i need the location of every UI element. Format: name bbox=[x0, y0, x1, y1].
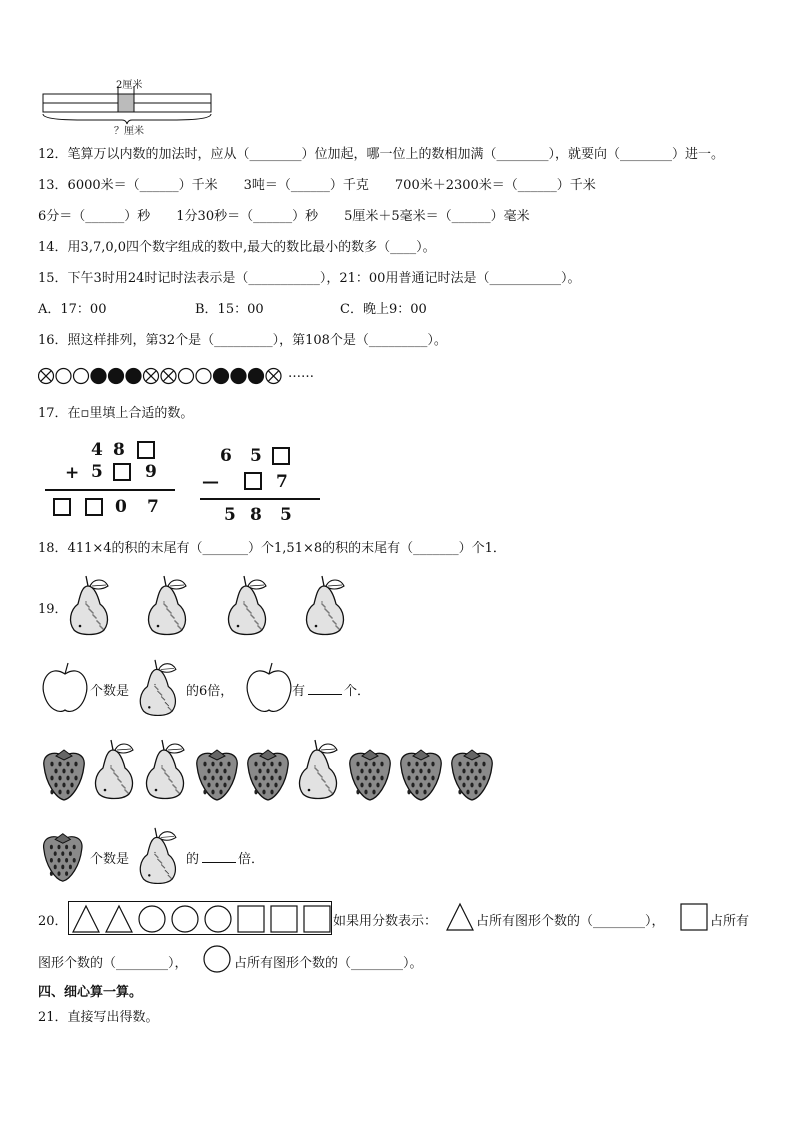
vertical-addition bbox=[45, 438, 180, 520]
shape-triangle bbox=[106, 906, 132, 932]
pear-icon bbox=[140, 828, 176, 884]
strawberry-icon bbox=[452, 750, 492, 800]
pear-icon bbox=[300, 740, 337, 799]
apple-text-1: 个数是 bbox=[90, 684, 130, 699]
bar-diagram bbox=[42, 76, 214, 136]
add-r2-d3: 9 bbox=[145, 462, 157, 482]
add-r1-d1: 4 bbox=[91, 440, 103, 460]
fruit-row-graphic bbox=[40, 738, 510, 804]
pear-icon bbox=[147, 740, 184, 799]
pear-icon bbox=[307, 576, 344, 635]
add-res-blank-box-2[interactable] bbox=[85, 498, 103, 516]
pear-icon bbox=[71, 576, 108, 635]
strawberry-answer-blank[interactable] bbox=[202, 850, 236, 863]
strawberry-icon bbox=[44, 834, 82, 882]
add-r1-d2: 8 bbox=[113, 440, 125, 460]
sequence-symbol-filled bbox=[126, 369, 141, 384]
strawberry-icon bbox=[197, 750, 237, 800]
shapes-graphic bbox=[69, 902, 333, 936]
shape-circle bbox=[205, 906, 231, 932]
apple-icon bbox=[40, 660, 90, 716]
strawberry-text-3: 倍． bbox=[238, 852, 265, 867]
add-res-d3: 0 bbox=[115, 497, 127, 517]
bar-bottom-label: ？厘米 bbox=[114, 126, 144, 137]
question-19-number: 19． bbox=[38, 602, 68, 617]
add-r2-blank-box[interactable] bbox=[113, 463, 131, 481]
sub-r1-d2: 5 bbox=[250, 446, 262, 466]
sequence-symbol-empty bbox=[56, 369, 71, 384]
q20-text-2: 占所有图形个数的（________）， bbox=[476, 914, 665, 929]
shape-square bbox=[271, 906, 297, 932]
sequence-symbol-filled bbox=[214, 369, 229, 384]
sequence-symbol-cross bbox=[266, 369, 281, 384]
fruit-row bbox=[40, 738, 510, 804]
question-12: 12．笔算万以内数的加法时，应从（________）位加起，哪一位上的数相加满（________），就要向（________）进一。 bbox=[38, 147, 725, 162]
question-13-line2: 6分＝（______）秒 1分30秒＝（______）秒 5厘米＋5毫米＝（______）毫米 bbox=[38, 209, 530, 224]
strawberry-statement bbox=[40, 826, 300, 886]
square-icon bbox=[680, 903, 708, 931]
sequence-symbol-empty bbox=[196, 369, 211, 384]
q20-text-5: 占所有图形个数的（________）。 bbox=[234, 956, 423, 971]
sub-r1-blank-box[interactable] bbox=[272, 447, 290, 465]
apple-answer-blank[interactable] bbox=[308, 682, 342, 695]
pear-icon bbox=[229, 576, 266, 635]
question-20-number: 20． bbox=[38, 914, 68, 929]
sequence-ellipsis: …… bbox=[288, 366, 314, 381]
question-15-options bbox=[38, 301, 427, 319]
add-r1-blank-box[interactable] bbox=[137, 441, 155, 459]
sub-minus-sign: — bbox=[202, 472, 219, 492]
pear-icon bbox=[140, 660, 176, 716]
sequence-symbol-filled bbox=[109, 369, 124, 384]
strawberry-icon bbox=[401, 750, 441, 800]
sub-r2-d2: 7 bbox=[276, 472, 288, 492]
strawberry-icon bbox=[248, 750, 288, 800]
pear-icon bbox=[149, 576, 186, 635]
add-res-blank-box-1[interactable] bbox=[53, 498, 71, 516]
strawberry-icon bbox=[40, 828, 90, 884]
sequence-symbol-empty bbox=[74, 369, 89, 384]
pear-icon bbox=[134, 658, 184, 716]
shapes-box bbox=[68, 901, 332, 935]
sub-res-d2: 8 bbox=[250, 505, 262, 525]
bar-top-label: 2厘米 bbox=[116, 80, 143, 91]
sub-rule-line bbox=[200, 498, 320, 500]
option-c: C．晚上9：00 bbox=[340, 302, 427, 317]
q20-text-3: 占所有 bbox=[710, 914, 750, 929]
section-4-title: 四、细心算一算。 bbox=[38, 985, 143, 1000]
pear-icon-2 bbox=[134, 826, 184, 884]
add-rule-line bbox=[45, 489, 175, 491]
option-a: A．17：00 bbox=[38, 302, 107, 317]
q20-text-1: 如果用分数表示： bbox=[333, 914, 438, 929]
shape-circle bbox=[139, 906, 165, 932]
question-17: 17．在▫里填上合适的数。 bbox=[38, 406, 194, 421]
question-18: 18．411×4的积的末尾有（_______）个1,51×8的积的末尾有（_______）个1． bbox=[38, 541, 506, 556]
triangle-icon bbox=[445, 902, 475, 932]
sequence-symbol-filled bbox=[231, 369, 246, 384]
circle-icon bbox=[202, 944, 232, 974]
sequence-symbol-cross bbox=[161, 369, 176, 384]
shape-circle bbox=[172, 906, 198, 932]
sequence-symbol-empty bbox=[179, 369, 194, 384]
sequence-symbol-cross bbox=[39, 369, 54, 384]
pear-row-top bbox=[66, 572, 366, 638]
apple-text-4: 个． bbox=[344, 684, 371, 699]
strawberry-icon bbox=[44, 750, 84, 800]
sub-res-d3: 5 bbox=[280, 505, 292, 525]
shape-square bbox=[238, 906, 264, 932]
sequence-symbol-filled bbox=[91, 369, 106, 384]
strawberry-text-2: 的 bbox=[186, 852, 200, 867]
symbol-sequence bbox=[38, 366, 314, 386]
strawberry-icon bbox=[350, 750, 390, 800]
question-21: 21．直接写出得数。 bbox=[38, 1010, 159, 1025]
shape-square bbox=[304, 906, 330, 932]
apple-text-3: 有 bbox=[292, 684, 306, 699]
sequence-symbol-filled bbox=[249, 369, 264, 384]
pear-row-graphic bbox=[66, 572, 366, 638]
add-res-d4: 7 bbox=[147, 497, 159, 517]
option-b: B．15：00 bbox=[195, 302, 264, 317]
vertical-subtraction bbox=[200, 444, 325, 526]
strawberry-text-1: 个数是 bbox=[90, 852, 130, 867]
apple-statement bbox=[40, 658, 460, 718]
sub-r1-d1: 6 bbox=[220, 446, 232, 466]
pear-icon bbox=[96, 740, 133, 799]
sub-res-d1: 5 bbox=[224, 505, 236, 525]
question-14: 14．用3,7,0,0四个数字组成的数中,最大的数比最小的数多（____）。 bbox=[38, 240, 436, 255]
add-r2-d1: 5 bbox=[91, 462, 103, 482]
add-plus-sign: + bbox=[65, 463, 80, 483]
question-13-line1: 13．6000米＝（______）千米 3吨＝（______）千克 700米＋2300米＝（______）千米 bbox=[38, 178, 596, 193]
apple-text-2: 的6倍， bbox=[186, 684, 234, 699]
sequence-symbol-cross bbox=[144, 369, 159, 384]
shape-triangle bbox=[73, 906, 99, 932]
symbol-sequence-graphic bbox=[38, 366, 288, 386]
question-15: 15．下午3时用24时记时法表示是（___________），21：00用普通记时法是（___________）。 bbox=[38, 271, 581, 286]
question-16: 16．照这样排列，第32个是（_________），第108个是（_________）。 bbox=[38, 333, 447, 348]
apple-icon-2 bbox=[244, 660, 294, 716]
sub-r2-blank-box[interactable] bbox=[244, 472, 262, 490]
q20-text-4: 图形个数的（________）， bbox=[38, 956, 188, 971]
